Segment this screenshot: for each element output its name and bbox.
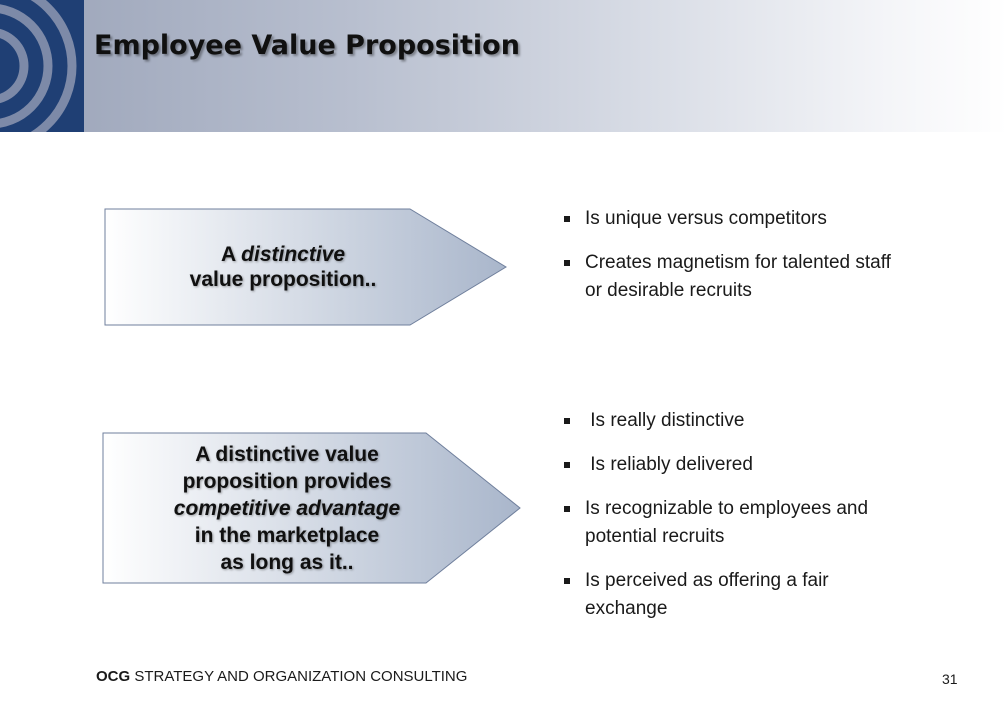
- bullet-item: Is recognizable to employees and potential recruits: [563, 495, 903, 551]
- page-title: Employee Value Proposition: [94, 30, 520, 61]
- footer-brand-text: STRATEGY AND ORGANIZATION CONSULTING: [130, 668, 468, 685]
- arrow-line: A distinctive value: [195, 442, 379, 466]
- bullet-list-distinctive: [563, 205, 903, 305]
- arrow-distinctive-proposition: [104, 208, 508, 326]
- footer-brand: [96, 668, 467, 685]
- bullet-item: Is really distinctive: [563, 407, 903, 435]
- arrow-competitive-advantage: [102, 432, 522, 584]
- bullet-list-advantage: [563, 407, 903, 623]
- bullet-item: Is perceived as offering a fair exchange: [563, 567, 903, 623]
- bullet-item: Is reliably delivered: [563, 451, 903, 479]
- arrow-text: [102, 432, 472, 584]
- logo-rings-icon: [0, 0, 84, 132]
- arrow-line: A distinctive: [220, 243, 346, 266]
- bullet-item: Is unique versus competitors: [563, 205, 903, 233]
- arrow-line: as long as it..: [220, 550, 354, 574]
- page-number: 31: [942, 671, 958, 687]
- header-banner: [0, 0, 1008, 132]
- footer-brand-bold: OCG: [96, 668, 131, 685]
- arrow-line: competitive advantage: [173, 496, 401, 520]
- arrow-text: [104, 208, 462, 326]
- arrow-line: proposition provides: [182, 469, 392, 493]
- arrow-line: value proposition..: [189, 268, 377, 291]
- bullet-item: Creates magnetism for talented staff or desirable recruits: [563, 249, 903, 305]
- arrow-line: in the marketplace: [194, 523, 380, 547]
